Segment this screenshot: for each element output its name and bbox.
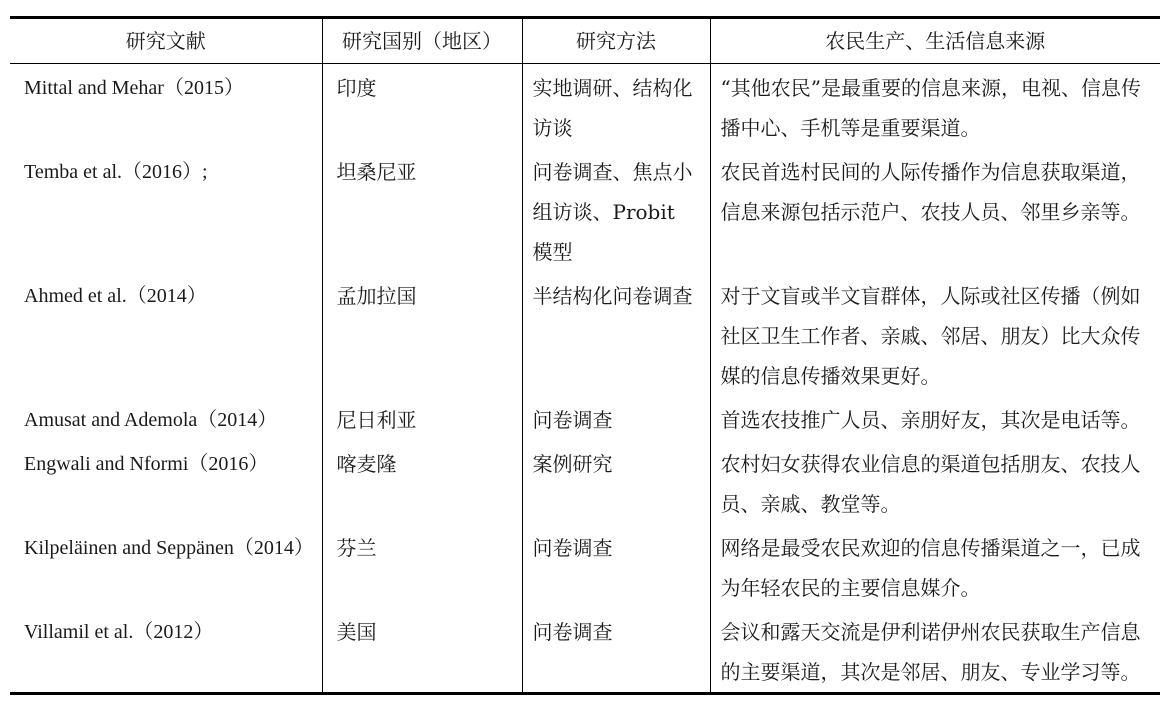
cell-country: 孟加拉国	[322, 272, 522, 396]
cell-literature: Villamil et al.（2012）	[10, 608, 322, 694]
header-row	[10, 18, 1160, 64]
cell-country: 喀麦隆	[322, 440, 522, 524]
cell-method: 问卷调查	[522, 608, 710, 694]
literature-review-table-container	[10, 16, 1160, 695]
header-literature: 研究文献	[10, 18, 322, 64]
literature-review-table	[10, 16, 1160, 695]
cell-literature: Engwali and Nformi（2016）	[24, 453, 269, 475]
cell-literature: Mittal and Mehar（2015）	[24, 77, 244, 99]
cell-info-source: 农民首选村民间的人际传播作为信息获取渠道，信息来源包括示范户、农技人员、邻里乡亲等。	[710, 148, 1160, 272]
cell-method: 案例研究	[522, 440, 710, 524]
table-body	[10, 64, 1160, 694]
cell-method: 半结构化问卷调查	[522, 272, 710, 396]
table-row	[10, 148, 1160, 272]
header-country: 研究国别（地区）	[322, 18, 522, 64]
cell-country: 尼日利亚	[322, 396, 522, 440]
cell-info-source: 网络是最受农民欢迎的信息传播渠道之一，已成为年轻农民的主要信息媒介。	[710, 524, 1160, 608]
table-row	[10, 608, 1160, 694]
cell-country: 美国	[322, 608, 522, 694]
cell-country: 印度	[322, 64, 522, 149]
header-info-source: 农民生产、生活信息来源	[710, 18, 1160, 64]
cell-info-source: 会议和露天交流是伊利诺伊州农民获取生产信息的主要渠道，其次是邻居、朋友、专业学习等。	[710, 608, 1160, 694]
cell-country: 坦桑尼亚	[322, 148, 522, 272]
cell-method: 实地调研、结构化访谈	[522, 64, 710, 149]
cell-info-source: 首选农技推广人员、亲朋好友，其次是电话等。	[710, 396, 1160, 440]
table-row	[10, 272, 1160, 396]
table-row	[10, 524, 1160, 608]
cell-info-source: 对于文盲或半文盲群体，人际或社区传播（例如社区卫生工作者、亲戚、邻居、朋友）比大众传媒的信息传播效果更好。	[710, 272, 1160, 396]
header-method: 研究方法	[522, 18, 710, 64]
cell-literature: Temba et al.（2016）;	[24, 161, 208, 183]
cell-literature: Amusat and Ademola（2014）	[24, 409, 278, 431]
cell-info-source: 农村妇女获得农业信息的渠道包括朋友、农技人员、亲戚、教堂等。	[710, 440, 1160, 524]
cell-literature: Kilpeläinen and Seppänen（2014）	[24, 537, 314, 559]
cell-method: 问卷调查	[522, 524, 710, 608]
table-header	[10, 18, 1160, 64]
table-row	[10, 440, 1160, 524]
cell-method: 问卷调查	[522, 396, 710, 440]
cell-info-source: “其他农民”是最重要的信息来源，电视、信息传播中心、手机等是重要渠道。	[710, 64, 1160, 149]
cell-method: 问卷调查、焦点小组访谈、Probit 模型	[522, 148, 710, 272]
table-row	[10, 396, 1160, 440]
cell-literature: Ahmed et al.（2014）	[24, 285, 207, 307]
table-row	[10, 64, 1160, 149]
cell-country: 芬兰	[322, 524, 522, 608]
